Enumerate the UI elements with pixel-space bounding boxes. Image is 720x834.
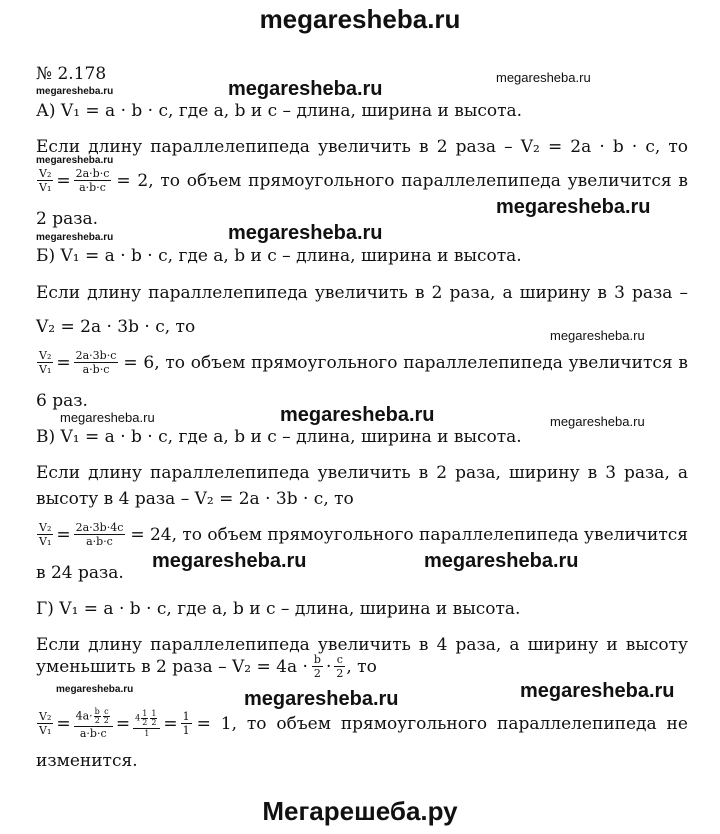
part-c-line3: высоту в 4 раза – V₂ = 2a · 3b · c, то (36, 489, 354, 509)
watermark: megaresheba.ru (152, 550, 307, 572)
watermark: megaresheba.ru (550, 328, 645, 343)
part-b-line2: Если длину параллелепипеда увеличить в 2 раза, а ширину в 3 раза – (36, 283, 688, 303)
watermark: megaresheba.ru (520, 680, 675, 702)
watermark: megaresheba.ru (60, 410, 155, 425)
watermark: megaresheba.ru (36, 232, 114, 243)
fraction: $\frac{\text{V₂}}{\text{V₁}}$ (39, 167, 52, 194)
watermark: megaresheba.ru (244, 688, 399, 710)
watermark: megaresheba.ru (496, 70, 591, 85)
problem-number: № 2.178 (36, 64, 107, 84)
part-d-line2: Если длину параллелепипеда увеличить в 4 раза, а ширину и высоту (36, 635, 688, 655)
watermark: megaresheba.ru (36, 86, 114, 97)
fraction: 4 $\frac{1}{2}$ $\frac{1}{2}$ 1 (133, 710, 160, 738)
fraction: $\frac{2a\cdot 3b\cdot c}{a\cdot b\cdot c}$ (75, 349, 117, 376)
part-c-line4: $\frac{\text{V₂}}{\text{V₁}}$ = $\frac{2a\cdot 3b\cdot 4c}{a\cdot b\cdot c}$ = 24, то объем прямоугольного параллелепипеда увеличится (39, 521, 688, 548)
fraction: $\frac{2a\cdot b\cdot c}{a\cdot b\cdot c}$ (75, 167, 110, 194)
watermark: megaresheba.ru (228, 78, 383, 100)
part-b-line5: 6 раз. (36, 391, 88, 411)
watermark: megaresheba.ru (36, 155, 114, 166)
watermark: megaresheba.ru (280, 404, 435, 426)
part-c-line1: В) V₁ = a · b · c, где a, b и c – длина, ширина и высота. (36, 427, 522, 447)
site-header[interactable]: megaresheba.ru (259, 4, 461, 34)
fraction: $\frac{2a\cdot 3b\cdot 4c}{a\cdot b\cdot c}$ (75, 521, 124, 548)
part-d-line4: $\frac{\text{V₂}}{\text{V₁}}$ = 4a· $\frac{b}{2}$ $\frac{c}{2}$ a·b·c = 4 $\frac{1}{2}$ $\frac{1}{2}$ 1 = $\frac{1}{1}$ = 1, то объем прямоугольного параллелепипеда не (39, 707, 688, 740)
watermark: megaresheba.ru (550, 414, 645, 429)
watermark: megaresheba.ru (56, 684, 134, 695)
part-b-line3: V₂ = 2a · 3b · c, то (36, 317, 196, 337)
part-b-line1: Б) V₁ = a · b · c, где a, b и c – длина, ширина и высота. (36, 246, 522, 266)
fraction: $\frac{\text{V₂}}{\text{V₁}}$ (39, 349, 52, 376)
part-b-conclusion: = 6, то объем прямоугольного параллелепипеда увеличится в (123, 352, 688, 373)
part-a-line2: Если длину параллелепипеда увеличить в 2 раза – V₂ = 2a · b · c, то (36, 137, 688, 157)
part-a-line3: $\frac{\text{V₂}}{\text{V₁}}$ = $\frac{2a\cdot b\cdot c}{a\cdot b\cdot c}$ = 2, то объем прямоугольного параллелепипеда увеличится в (39, 167, 688, 194)
fraction: $\frac{1}{1}$ (182, 710, 190, 737)
part-c-line5: в 24 раза. (36, 563, 124, 583)
watermark: megaresheba.ru (424, 550, 579, 572)
fraction: 4a· $\frac{b}{2}$ $\frac{c}{2}$ a·b·c (74, 708, 113, 739)
part-b-line4: $\frac{\text{V₂}}{\text{V₁}}$ = $\frac{2a\cdot 3b\cdot c}{a\cdot b\cdot c}$ = 6, то объем прямоугольного параллелепипеда увеличится в (39, 349, 688, 376)
part-d-line5: изменится. (36, 751, 138, 771)
part-d-line3: уменьшить в 2 раза – V₂ = 4a · $\frac{b}{2}$ · $\frac{c}{2}$ , то (36, 653, 377, 680)
fraction: $\frac{b}{2}$ (313, 653, 321, 680)
part-a-line1: А) V₁ = a · b · c, где a, b и c – длина, ширина и высота. (36, 101, 523, 121)
watermark: megaresheba.ru (228, 222, 383, 244)
part-a-line4: 2 раза. (36, 209, 99, 229)
site-footer[interactable]: Мегарешеба.ру (262, 796, 458, 826)
part-c-conclusion: = 24, то объем прямоугольного параллелепипеда увеличится (130, 524, 688, 545)
part-d-line1: Г) V₁ = a · b · c, где a, b и c – длина, ширина и высота. (36, 599, 521, 619)
part-c-line2: Если длину параллелепипеда увеличить в 2 раза, ширину в 3 раза, а (36, 463, 688, 483)
fraction: $\frac{\text{V₂}}{\text{V₁}}$ (39, 521, 52, 548)
part-a-conclusion: = 2, то объем прямоугольного параллелепипеда увеличится в (116, 170, 688, 191)
part-d-conclusion: = 1, то объем прямоугольного параллелепипеда не (196, 713, 688, 734)
fraction: $\frac{c}{2}$ (336, 653, 344, 680)
watermark: megaresheba.ru (496, 196, 651, 218)
fraction: $\frac{\text{V₂}}{\text{V₁}}$ (39, 710, 52, 737)
